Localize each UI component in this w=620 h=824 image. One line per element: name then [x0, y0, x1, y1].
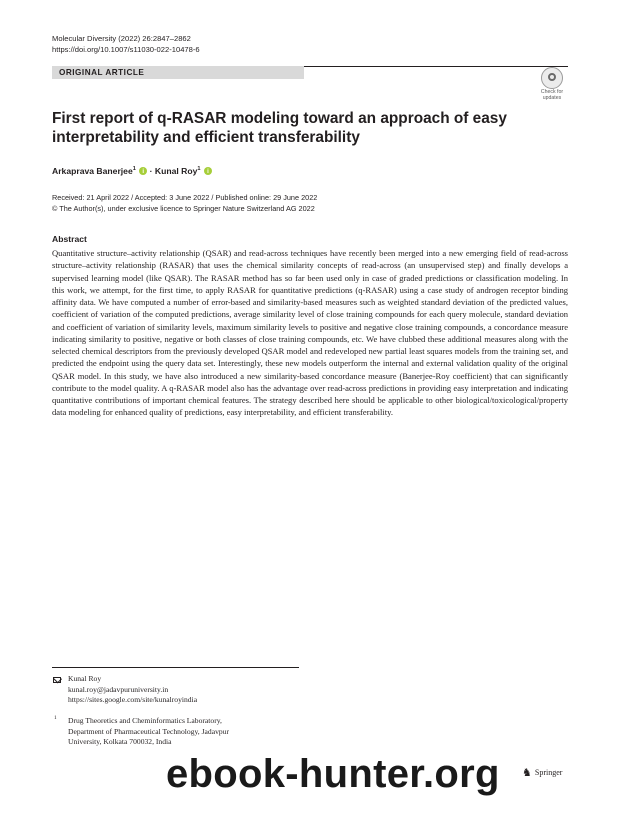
affiliation-number: 1	[54, 715, 57, 721]
author-name[interactable]: Arkaprava Banerjee	[52, 166, 133, 176]
author-name[interactable]: Kunal Roy	[154, 166, 198, 176]
dates-line: Received: 21 April 2022 / Accepted: 3 June 2022 / Published online: 29 June 2022	[52, 193, 318, 202]
footnote-rule	[52, 667, 299, 668]
author-separator: ·	[147, 166, 155, 176]
contact-email[interactable]: kunal.roy@jadavpuruniversity.in	[68, 684, 169, 694]
doi-link[interactable]: https://doi.org/10.1007/s11030-022-10478-6	[52, 45, 200, 54]
affiliation-line: Department of Pharmaceutical Technology, Jadavpur	[68, 726, 229, 736]
check-updates-icon	[541, 67, 563, 89]
article-title: First report of q-RASAR modeling toward an approach of easy interpretability and efficient transferability	[52, 110, 507, 146]
affiliation-line: Drug Theoretics and Cheminformatics Laboratory,	[68, 716, 222, 725]
abstract-heading: Abstract	[52, 234, 87, 244]
mail-icon	[53, 677, 61, 683]
affiliation-line: University, Kolkata 700032, India	[68, 737, 172, 746]
copyright-line: © The Author(s), under exclusive licence to Springer Nature Switzerland AG 2022	[52, 203, 315, 213]
publisher-name: Springer	[534, 768, 563, 777]
journal-citation: Molecular Diversity (2022) 26:2847–2862	[52, 34, 191, 43]
check-for-updates-badge[interactable]	[536, 67, 568, 101]
orcid-icon[interactable]	[204, 167, 212, 175]
check-updates-label: Check for updates	[540, 89, 564, 101]
orcid-icon[interactable]	[139, 167, 147, 175]
author-affiliation-number: 1	[132, 166, 136, 172]
header-rule	[304, 66, 568, 67]
author-list	[52, 163, 212, 177]
journal-header	[52, 33, 200, 55]
watermark: ebook-hunter.org	[166, 752, 500, 796]
contact-name: Kunal Roy	[68, 674, 102, 683]
article-type-label: ORIGINAL ARTICLE	[52, 66, 304, 79]
author-affiliation-number: 1	[197, 166, 201, 172]
abstract-body: Quantitative structure–activity relationship (QSAR) and read-across techniques have recently been merged into a new emerging field of read-across structure–activity relationship (RASAR) that uses the chemical similarity concepts of read-across (an unsupervised step) and finally develops a supervised learning model (like QSAR). The RASAR method has so far been used only in case of graded predictions or classification modeling. In this work, we attempt, for the first time, to apply RASAR for quantitative predictions (q-RASAR) using a case study of androgen receptor binding affinity data. We have computed a number of error-based and similarity-based measures such as weighted standard deviation of the predicted values, coefficient of variation of the computed predictions, average similarity level of close training compounds for each query molecule, standard deviation and coefficient of variation of similarity levels, maximum similarity levels to positive and negative close training compounds, a concordance measure indicating similarity to positive, negative or both classes of close training compounds, etc. We have clubbed these additional measures along with the selected chemical descriptors from the previously developed QSAR model and redeveloped new partial least squares models from the training set, and predicted the endpoint using the query data set. Interestingly, these new models outperform the internal and external validation quality of the original QSAR model. In this study, we have also introduced a new similarity-based concordance measure (Banerjee-Roy coefficient) that can significantly contribute to the model quality. A q-RASAR model also has the advantage over read-across predictions in providing easy interpretation and indicating quantitative contributions of important chemical features. The strategy described here should be applicable to other biological/toxicological/property data modeling for enhanced quality of predictions, easy interpretability, and efficient transferability.	[52, 248, 568, 418]
corresponding-author	[68, 674, 197, 706]
affiliation	[68, 716, 229, 748]
springer-knight-icon: ♞	[522, 767, 532, 779]
publication-dates	[52, 193, 317, 214]
contact-website[interactable]: https://sites.google.com/site/kunalroyindia	[68, 695, 198, 704]
publisher-logo	[522, 766, 562, 779]
